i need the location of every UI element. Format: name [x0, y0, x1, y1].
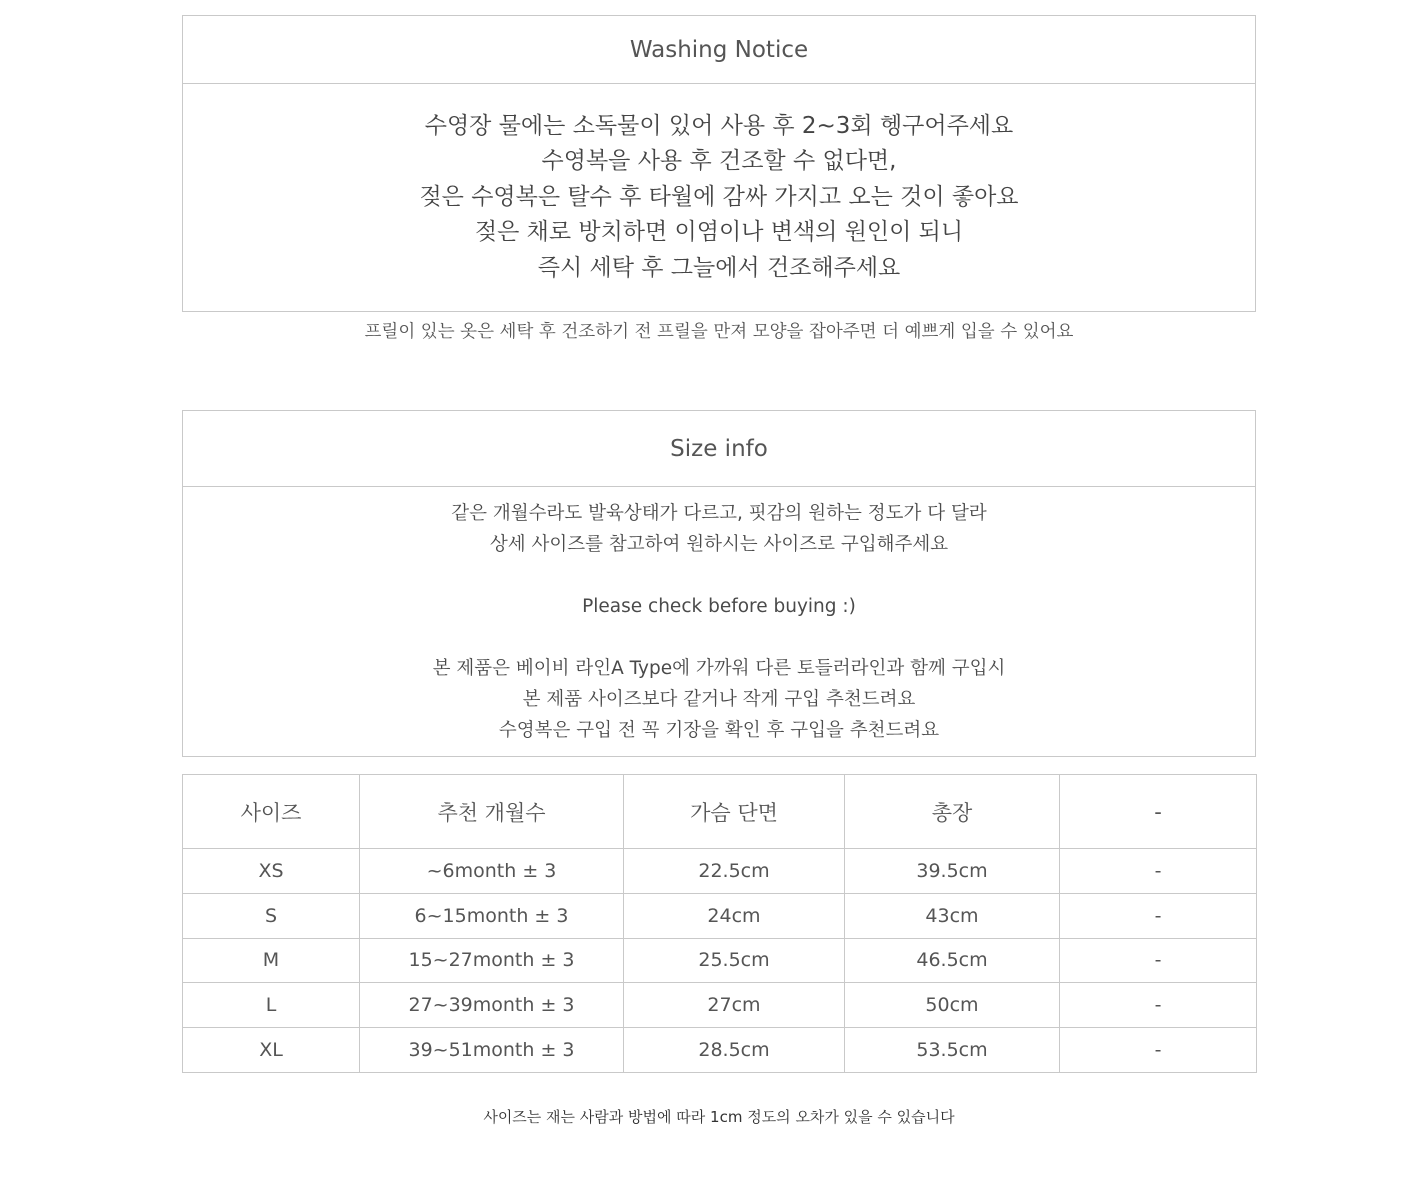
- size-table-header-row: [183, 775, 1257, 849]
- cell-months: 15~27month ± 3: [360, 938, 624, 983]
- washing-notice-box: [182, 15, 1256, 312]
- size-info-box: [182, 410, 1256, 757]
- header-size: 사이즈: [183, 775, 360, 849]
- washing-notice-line: 즉시 세탁 후 그늘에서 건조해주세요: [537, 254, 901, 281]
- cell-months: 27~39month ± 3: [360, 983, 624, 1028]
- size-info-title: Size info: [183, 411, 1255, 487]
- table-row: [183, 1028, 1257, 1073]
- table-row: [183, 983, 1257, 1028]
- size-info-line: 본 제품 사이즈보다 같거나 작게 구입 추천드려요: [522, 688, 916, 710]
- size-table: [182, 774, 1257, 1073]
- size-info-line: 상세 사이즈를 참고하여 원하시는 사이즈로 구입해주세요: [489, 533, 949, 555]
- cell-size: L: [183, 983, 360, 1028]
- washing-notice-line: 수영장 물에는 소독물이 있어 사용 후 2~3회 헹구어주세요: [424, 112, 1014, 139]
- cell-length: 39.5cm: [845, 849, 1060, 894]
- washing-notice-title: Washing Notice: [183, 16, 1255, 84]
- size-info-line: 수영복은 구입 전 꼭 기장을 확인 후 구입을 추천드려요: [498, 719, 940, 741]
- cell-blank: -: [1060, 938, 1257, 983]
- size-info-body: [183, 487, 1255, 756]
- cell-length: 43cm: [845, 893, 1060, 938]
- cell-size: XL: [183, 1028, 360, 1073]
- cell-blank: -: [1060, 893, 1257, 938]
- washing-notice-line: 젖은 수영복은 탈수 후 타월에 감싸 가지고 오는 것이 좋아요: [419, 183, 1019, 210]
- table-row: [183, 893, 1257, 938]
- cell-length: 50cm: [845, 983, 1060, 1028]
- cell-chest: 28.5cm: [624, 1028, 845, 1073]
- cell-size: XS: [183, 849, 360, 894]
- header-chest-width: 가슴 단면: [624, 775, 845, 849]
- table-row: [183, 849, 1257, 894]
- cell-months: 39~51month ± 3: [360, 1028, 624, 1073]
- cell-length: 53.5cm: [845, 1028, 1060, 1073]
- washing-notice-line: 젖은 채로 방치하면 이염이나 변색의 원인이 되니: [474, 219, 964, 246]
- header-total-length: 총장: [845, 775, 1060, 849]
- cell-months: ~6month ± 3: [360, 849, 624, 894]
- cell-blank: -: [1060, 1028, 1257, 1073]
- cell-months: 6~15month ± 3: [360, 893, 624, 938]
- washing-notice-line: 수영복을 사용 후 건조할 수 없다면,: [541, 148, 897, 175]
- size-info-line: Please check before buying :): [582, 595, 856, 617]
- header-blank: -: [1060, 775, 1257, 849]
- cell-size: M: [183, 938, 360, 983]
- cell-chest: 24cm: [624, 893, 845, 938]
- cell-chest: 25.5cm: [624, 938, 845, 983]
- cell-chest: 27cm: [624, 983, 845, 1028]
- cell-size: S: [183, 893, 360, 938]
- cell-blank: -: [1060, 849, 1257, 894]
- washing-notice-body: [183, 84, 1255, 311]
- size-info-line: 같은 개월수라도 발육상태가 다르고, 핏감의 원하는 정도가 다 달라: [451, 502, 987, 524]
- cell-blank: -: [1060, 983, 1257, 1028]
- size-info-line: 본 제품은 베이비 라인A Type에 가까워 다른 토들러라인과 함께 구입시: [432, 657, 1006, 679]
- measurement-error-note: 사이즈는 재는 사람과 방법에 따라 1cm 정도의 오차가 있을 수 있습니다: [483, 1108, 955, 1126]
- header-recommended-months: 추천 개월수: [360, 775, 624, 849]
- cell-length: 46.5cm: [845, 938, 1060, 983]
- cell-chest: 22.5cm: [624, 849, 845, 894]
- table-row: [183, 938, 1257, 983]
- frill-care-note: 프릴이 있는 옷은 세탁 후 건조하기 전 프릴을 만져 모양을 잡아주면 더 예쁘게 입을 수 있어요: [364, 322, 1074, 342]
